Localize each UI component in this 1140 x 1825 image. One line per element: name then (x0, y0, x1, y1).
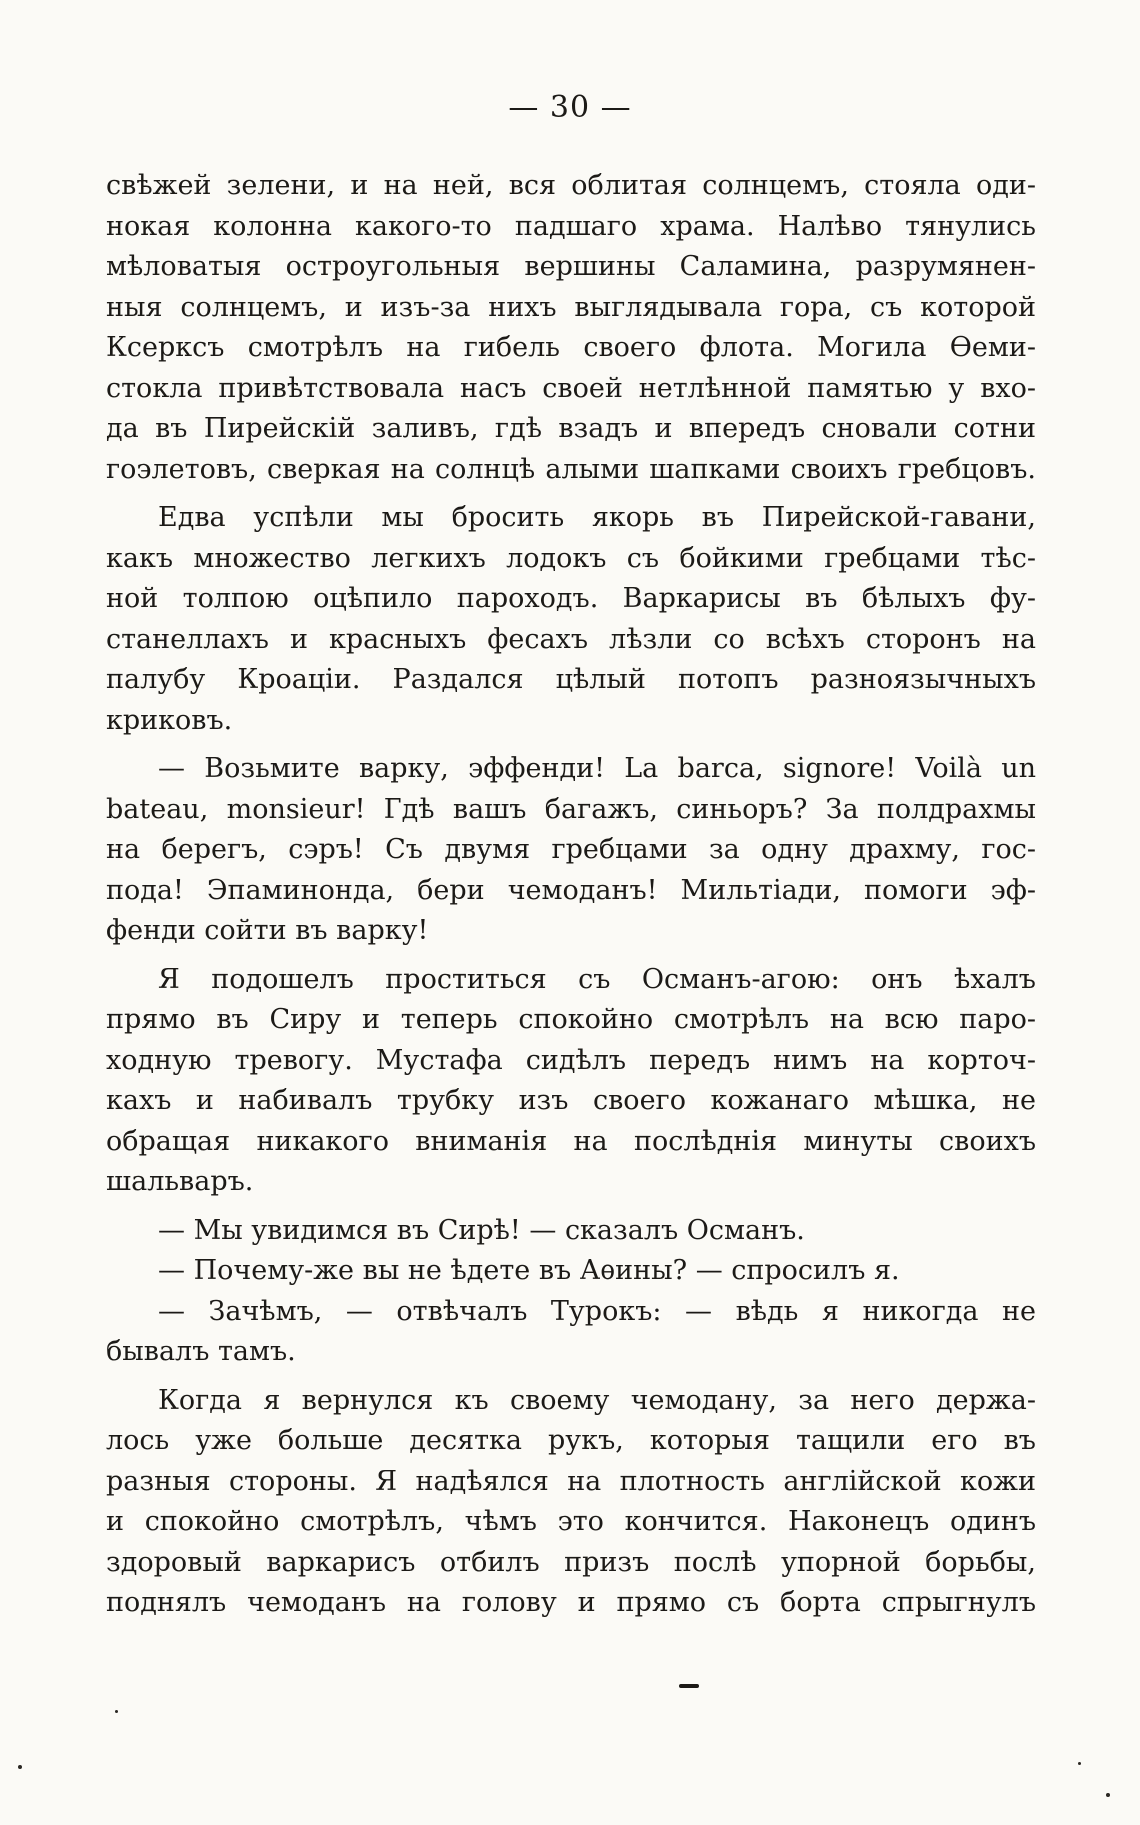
text-line: обращая никакого вниманія на послѣднія минуты своихъ (106, 1125, 1036, 1157)
text-line: фенди сойти въ варку! (106, 915, 429, 946)
text-line: пода! Эпаминонда, бери чемоданъ! Мильтіади, помоги эф- (106, 874, 1036, 906)
ink-speck (18, 1765, 22, 1769)
paragraph (106, 1211, 1036, 1252)
text-line: какъ множество легкихъ лодокъ съ бойкими гребцами тѣс- (106, 542, 1036, 574)
text-line: и спокойно смотрѣлъ, чѣмъ это кончится. Наконецъ одинъ (106, 1506, 1036, 1537)
text-line: шальваръ. (106, 1166, 254, 1197)
paragraph (106, 1381, 1036, 1624)
text-line: нокая колонна какого-то падшаго храма. Налѣво тянулись (106, 210, 1036, 242)
text-line: — Мы увидимся въ Сирѣ! — сказалъ Османъ. (158, 1214, 805, 1246)
text-line: мѣловатыя остроугольныя вершины Саламина, разрумянен- (106, 251, 1036, 282)
paragraph (106, 960, 1036, 1203)
text-line: стокла привѣтствовала насъ своей нетлѣнной памятью у вхо- (106, 372, 1036, 404)
text-line: гоэлетовъ, сверкая на солнцѣ алыми шапками своихъ гребцовъ. (106, 453, 1036, 485)
text-line: прямо въ Сиру и теперь спокойно смотрѣлъ на всю паро- (106, 1004, 1036, 1035)
text-line: палубу Кроаціи. Раздался цѣлый потопъ разноязычныхъ (106, 664, 1036, 695)
text-line: лось уже больше десятка рукъ, которыя тащили его въ (106, 1425, 1036, 1456)
text-line: Когда я вернулся къ своему чемодану, за него держа- (158, 1384, 1036, 1416)
text-line: ныя солнцемъ, и изъ-за нихъ выглядывала гора, съ которой (106, 291, 1036, 323)
text-line: криковъ. (106, 704, 233, 736)
text-line: кахъ и набивалъ трубку изъ своего кожанаго мѣшка, не (106, 1085, 1036, 1116)
body-text (106, 166, 1036, 1624)
paragraph (106, 1251, 1036, 1292)
paragraph (106, 498, 1036, 741)
text-line: здоровый варкарисъ отбилъ призъ послѣ упорной борьбы, (106, 1546, 1036, 1578)
paragraph (106, 1292, 1036, 1373)
page-number: — 30 — (508, 90, 632, 125)
text-line: — Возьмите варку, эффенди! La barca, signore! Voilà un (158, 753, 1036, 784)
text-line: Едва успѣли мы бросить якорь въ Пирейской-гавани, (158, 502, 1036, 533)
text-line: Я подошелъ проститься съ Османъ-агою: онъ ѣхалъ (158, 963, 1036, 995)
text-line: bateau, monsieur! Гдѣ вашъ багажъ, синьоръ? За полдрахмы (106, 793, 1036, 825)
text-line: разныя стороны. Я надѣялся на плотность англійской кожи (106, 1465, 1036, 1497)
text-line: Ксерксъ смотрѣлъ на гибель своего флота. Могила Ѳеми- (106, 332, 1036, 363)
text-line: поднялъ чемоданъ на голову и прямо съ борта спрыгнулъ (106, 1587, 1036, 1618)
print-mark (679, 1684, 699, 1688)
text-line: свѣжей зелени, и на ней, вся облитая солнцемъ, стояла оди- (106, 170, 1036, 201)
text-line: на берегъ, сэръ! Съ двумя гребцами за одну драхму, гос- (106, 834, 1036, 865)
text-line: да въ Пирейскій заливъ, гдѣ взадъ и впередъ сновали сотни (106, 413, 1036, 444)
ink-speck (115, 1710, 118, 1713)
ink-speck (1078, 1762, 1081, 1765)
text-line: — Зачѣмъ, — отвѣчалъ Турокъ: — вѣдь я никогда не (158, 1295, 1036, 1327)
paragraph (106, 749, 1036, 952)
text-line: ходную тревогу. Мустафа сидѣлъ передъ нимъ на корточ- (106, 1044, 1036, 1076)
ink-speck (1106, 1793, 1110, 1797)
text-line: бывалъ тамъ. (106, 1336, 296, 1367)
text-line: — Почему-же вы не ѣдете въ Аѳины? — спросилъ я. (158, 1255, 900, 1286)
text-line: ной толпою оцѣпило пароходъ. Варкарисы въ бѣлыхъ фу- (106, 583, 1036, 614)
text-line: станеллахъ и красныхъ фесахъ лѣзли со всѣхъ сторонъ на (106, 623, 1036, 655)
paragraph (106, 166, 1036, 490)
